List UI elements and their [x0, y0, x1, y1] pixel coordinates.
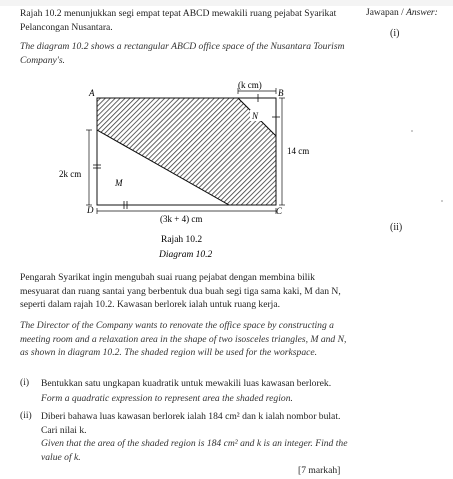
vertex-d: D: [87, 205, 94, 215]
answer-heading: [366, 8, 438, 18]
intro-malay: Rajah 10.2 menunjukkan segi empat tepat ABCD mewakili ruang pejabat Syarikat Pelancongan Nusantara.: [20, 8, 337, 33]
body-malay: Pengarah Syarikat ingin mengubah suai ruang pejabat dengan membina bilik mesyuarat dan ruang santai yang berbentuk dua buah segi tiga sama kaki, M dan N, seperti dalam rajah 10.2. Kawasan berlorek ialah untuk ruang kerja.: [20, 272, 341, 310]
question-i-english: Form a quadratic expression to represent area the shaded region.: [41, 393, 293, 404]
vertex-c: C: [276, 206, 283, 216]
caption-malay: Rajah 10.2: [161, 235, 203, 245]
scan-speck: [411, 130, 413, 132]
question-i-malay: Bentukkan satu ungkapan kuadratik untuk mewakili luas kawasan berlorek.: [41, 378, 332, 389]
dim-bottom-label: (3k + 4) cm: [160, 214, 203, 224]
label-triangle-m: M: [115, 178, 123, 188]
vertex-b: B: [278, 88, 284, 98]
intro-english: The diagram 10.2 shows a rectangular ABCD office space of the Nusantara Tourism Company's.: [20, 41, 345, 66]
diagram-10-2: [0, 0, 353, 270]
scan-speck: [441, 200, 443, 202]
answer-heading-malay: Jawapan /: [366, 8, 407, 18]
question-i-number: (i): [20, 377, 30, 388]
answer-part-i: (i): [390, 28, 400, 39]
question-ii-number: (ii): [20, 410, 32, 421]
caption-english: Diagram 10.2: [159, 250, 213, 260]
dim-top-label: (k cm): [238, 80, 262, 90]
body-english: The Director of the Company wants to renovate the office space by constructing a meeting room and a relaxation area in the shape of two isosceles triangles, M and N, as shown in diagram 10.2. The shaded region will be used for the workspace.: [20, 320, 347, 358]
marks-label: [7 markah]: [298, 465, 341, 476]
dim-left-label: 2k cm: [59, 169, 82, 179]
answer-column: [353, 0, 453, 479]
answer-heading-english: Answer:: [406, 8, 438, 18]
question-ii-english: Given that the area of the shaded region is 184 cm² and k is an integer. Find the value of k.: [41, 438, 348, 463]
label-triangle-n: N: [252, 111, 259, 121]
shaded-region: [97, 98, 276, 205]
question-ii-malay: Diberi bahawa luas kawasan berlorek ialah 184 cm² dan k ialah nombor bulat. Cari nilai k.: [41, 411, 341, 436]
vertex-a: A: [89, 88, 95, 98]
dim-right-label: 14 cm: [287, 146, 310, 156]
answer-part-ii: (ii): [390, 222, 403, 233]
